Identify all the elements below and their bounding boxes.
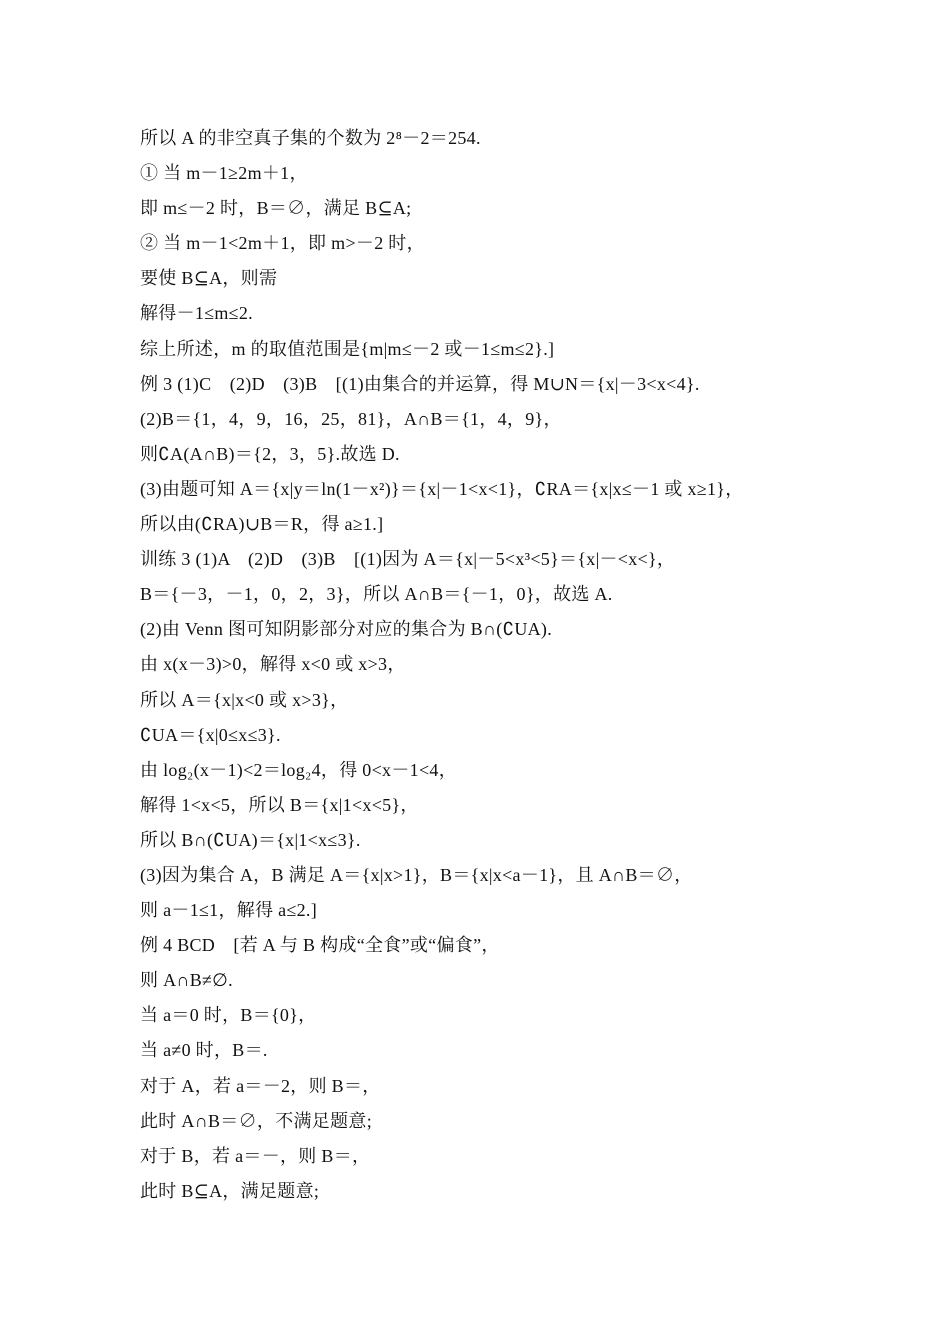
text-line: 所以 A 的非空真子集的个数为 2⁸－2＝254.: [140, 128, 481, 148]
text-line: 解得－1≤m≤2.: [140, 303, 253, 324]
text-line: 要使 B⊆A，则需: [140, 268, 278, 289]
text-line: 由 log₂(x－1)<2＝log₂4，得 0<x－1<4，: [140, 759, 457, 780]
text-line: 则 A∩B≠∅.: [140, 970, 233, 991]
text-line: 对于 B，若 a＝－，则 B＝，: [140, 1145, 371, 1166]
text-line: 此时 B⊆A，满足题意;: [140, 1180, 320, 1201]
text-line: 训练 3 (1)A (2)D (3)B [(1)因为 A＝{x|－5<x³<5}＝{x|－<x<}，: [140, 549, 676, 570]
text-line: 例 3 (1)C (2)D (3)B [(1)由集合的并运算，得 M∪N＝{x|－3<x<4}.: [140, 373, 700, 394]
text-line: ① 当 m－1≥2m＋1，: [140, 163, 308, 184]
text-line: (3)因为集合 A，B 满足 A＝{x|x>1}，B＝{x|x<a－1}，且 A∩B＝∅，: [140, 864, 693, 885]
text-line: B＝{－3，－1，0，2，3}，所以 A∩B＝{－1，0}，故选 A.: [140, 584, 613, 605]
text-line: 例 4 BCD [若 A 与 B 构成“全食”或“偏食”，: [140, 935, 500, 956]
text-line: 则∁A(A∩B)＝{2，3，5}.故选 D.: [140, 443, 400, 464]
text-line: 综上所述，m 的取值范围是{m|m≤－2 或－1≤m≤2}.]: [140, 338, 555, 359]
text-line: 对于 A，若 a＝－2，则 B＝，: [140, 1075, 381, 1096]
text-line: (3)由题可知 A＝{x|y＝ln(1－x²)}＝{x|－1<x<1}，∁RA＝{x|x≤－1 或 x≥1}，: [140, 478, 744, 499]
text-line: ∁UA＝{x|0≤x≤3}.: [140, 724, 281, 745]
text-line: 解得 1<x<5，所以 B＝{x|1<x<5}，: [140, 794, 419, 815]
text-line: 即 m≤－2 时，B＝∅，满足 B⊆A;: [140, 198, 412, 219]
text-line: 由 x(x－3)>0，解得 x<0 或 x>3，: [140, 654, 406, 675]
text-line: (2)B＝{1，4，9，16，25，81}，A∩B＝{1，4，9}，: [140, 408, 562, 429]
text-line: 所以由(∁RA)∪B＝R，得 a≥1.]: [140, 514, 384, 535]
text-line: 则 a－1≤1，解得 a≤2.]: [140, 900, 318, 921]
text-line: 所以 B∩(∁UA)＝{x|1<x≤3}.: [140, 829, 361, 850]
text-line: ② 当 m－1<2m＋1，即 m>－2 时，: [140, 233, 425, 254]
text-line: 当 a≠0 时，B＝.: [140, 1040, 268, 1061]
text-line: (2)由 Venn 图可知阴影部分对应的集合为 B∩(∁UA).: [140, 619, 553, 640]
text-line: 此时 A∩B＝∅，不满足题意;: [140, 1110, 373, 1131]
text-line: 所以 A＝{x|x<0 或 x>3}，: [140, 689, 349, 710]
text-line: 当 a＝0 时，B＝{0}，: [140, 1005, 317, 1026]
